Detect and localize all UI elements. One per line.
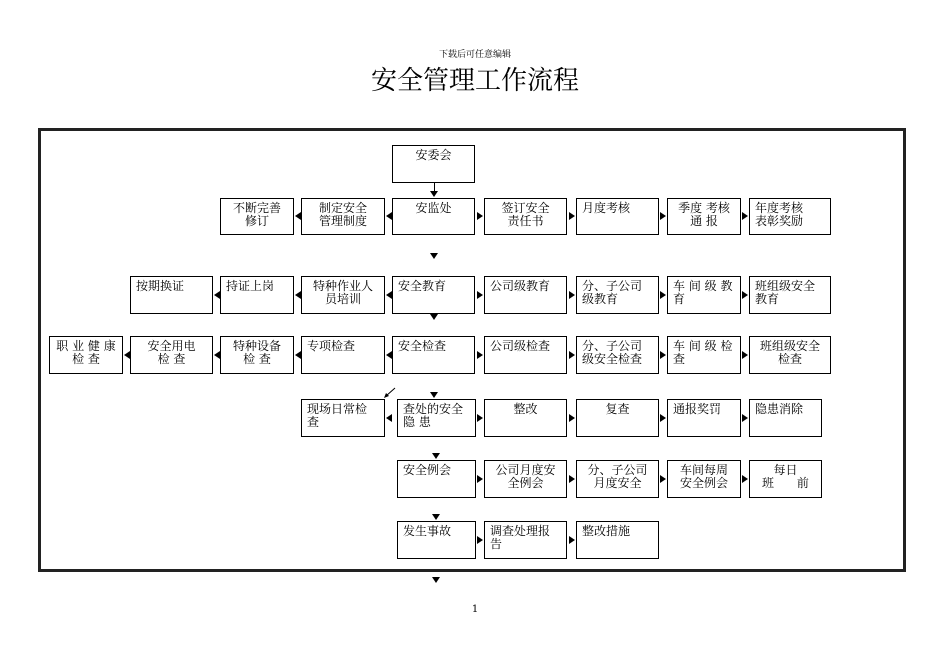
- node-fenzi-jiaoyu: 分、子公司 级教育: [576, 276, 659, 314]
- node-tezhong-peixun: 特种作业人 员培训: [301, 276, 385, 314]
- node-chejian-meizhou: 车间每周 安全例会: [667, 460, 741, 498]
- arrow-right-r6b: [569, 536, 575, 544]
- node-anweihui: 安委会: [392, 145, 475, 183]
- arrow-right-r1a: [477, 212, 483, 220]
- arrow-left-r4: [386, 414, 392, 422]
- node-gongsi-yuedu: 公司月度安 全例会: [484, 460, 567, 498]
- node-fenzi-yuedu: 分、子公司 月度安全: [576, 460, 659, 498]
- node-gongsi-jiaoyu: 公司级教育: [484, 276, 567, 314]
- arrow-right-r5b: [569, 475, 575, 483]
- node-chejian-jiaoyu: 车 间 级 教 育: [667, 276, 741, 314]
- arrow-right-r5c: [660, 475, 666, 483]
- node-niandu: 年度考核 表彰奖励: [749, 198, 831, 235]
- arrow-down-3: [430, 314, 438, 320]
- node-xianchang: 现场日常检 查: [301, 399, 385, 437]
- arrow-right-r3b: [569, 351, 575, 359]
- arrow-down-1: [430, 191, 438, 197]
- node-buduan: 不断完善 修订: [220, 198, 294, 235]
- arrow-right-r3c: [660, 351, 666, 359]
- node-zhiye: 职 业 健 康 检 查: [49, 336, 123, 374]
- arrow-down-7: [432, 577, 440, 583]
- arrow-right-r2d: [742, 291, 748, 299]
- arrow-left-r1b: [386, 212, 392, 220]
- arrow-down-2: [430, 253, 438, 259]
- arrow-right-r4a: [477, 414, 483, 422]
- arrow-left-r3d: [386, 351, 392, 359]
- node-cuoshi: 整改措施: [576, 521, 659, 559]
- node-anquan-jiaoyu: 安全教育: [392, 276, 475, 314]
- arrow-right-r4b: [569, 414, 575, 422]
- node-yuedu: 月度考核: [576, 198, 659, 235]
- node-yongdian: 安全用电 检 查: [130, 336, 213, 374]
- arrow-right-r2c: [660, 291, 666, 299]
- arrow-right-r2b: [569, 291, 575, 299]
- node-chejian-jiancha: 车 间 级 检 查: [667, 336, 741, 374]
- arrow-right-r3a: [477, 351, 483, 359]
- node-tezhong-shebei: 特种设备 检 查: [220, 336, 294, 374]
- arrow-left-r3b: [214, 351, 220, 359]
- node-jidu: 季度 考核 通 报: [667, 198, 741, 235]
- arrow-left-r1a: [295, 212, 301, 220]
- node-anjianchu: 安监处: [392, 198, 475, 235]
- node-banzu-jiancha: 班组级安全 检查: [749, 336, 831, 374]
- node-banzu-jiaoyu: 班组级安全 教育: [749, 276, 831, 314]
- arrow-left-r2a: [214, 291, 220, 299]
- arrow-right-r1c: [660, 212, 666, 220]
- node-chizheng: 持证上岗: [220, 276, 294, 314]
- arrow-left-r3a: [124, 351, 130, 359]
- node-gongsi-jiancha: 公司级检查: [484, 336, 567, 374]
- node-shigu: 发生事故: [397, 521, 476, 559]
- node-anquan-jiancha: 安全检查: [392, 336, 475, 374]
- node-anqi: 按期换证: [130, 276, 213, 314]
- node-chachu: 查处的安全 隐 患: [397, 399, 476, 437]
- arrow-right-r3d: [742, 351, 748, 359]
- node-meiri: 每日 班 前: [749, 460, 822, 498]
- arrow-left-r2b: [295, 291, 301, 299]
- arrow-right-r1d: [742, 212, 748, 220]
- node-fucha: 复查: [576, 399, 659, 437]
- arrow-right-r1b: [569, 212, 575, 220]
- arrow-down-6: [432, 514, 440, 520]
- header-note: 下载后可任意编辑: [438, 50, 511, 60]
- arrow-down-5: [432, 453, 440, 459]
- node-fenzi-jiancha: 分、子公司 级安全检查: [576, 336, 659, 374]
- diagonal-arrow: [383, 387, 397, 399]
- arrow-right-r6a: [477, 536, 483, 544]
- node-yinhuan: 隐患消除: [749, 399, 822, 437]
- node-zhuanxiang: 专项检查: [301, 336, 385, 374]
- arrow-right-r5d: [742, 475, 748, 483]
- arrow-right-r4d: [742, 414, 748, 422]
- node-anquan-lihui: 安全例会: [397, 460, 476, 498]
- arrow-down-4: [430, 392, 438, 398]
- page-title: 安全管理工作流程: [370, 66, 579, 96]
- node-qianding: 签订安全 责任书: [484, 198, 567, 235]
- node-zhenggai: 整改: [484, 399, 567, 437]
- node-tongbao: 通报奖罚: [667, 399, 741, 437]
- node-diaocha: 调查处理报 告: [484, 521, 567, 559]
- page-number: 1: [471, 604, 479, 615]
- node-zhiding: 制定安全 管理制度: [301, 198, 385, 235]
- arrow-left-r3c: [295, 351, 301, 359]
- arrow-right-r4c: [660, 414, 666, 422]
- arrow-left-r2c: [386, 291, 392, 299]
- arrow-right-r5a: [477, 475, 483, 483]
- arrow-right-r2a: [477, 291, 483, 299]
